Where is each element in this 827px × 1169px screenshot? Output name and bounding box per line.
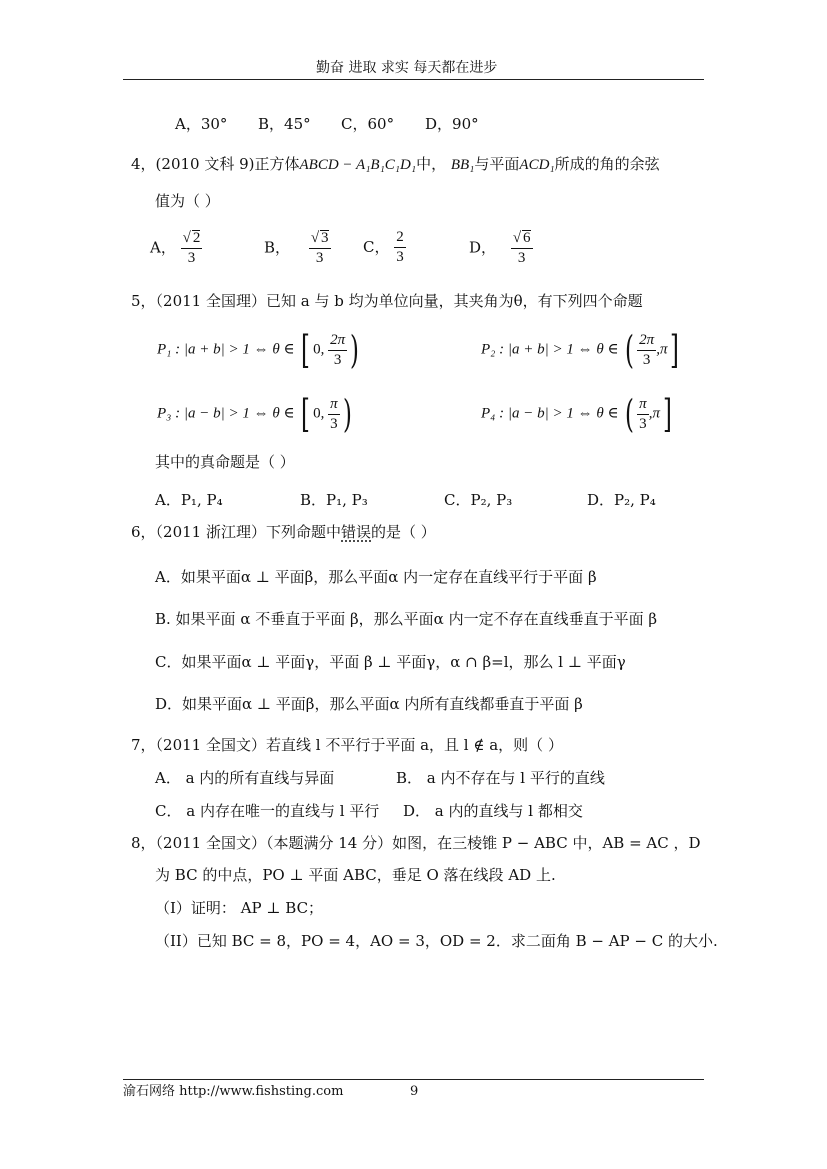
q4-source: (2010 文科 9)正方体 — [155, 155, 300, 173]
q5-p1-text: P₁ : |a + b| > 1 ⇔ θ ∈ — [157, 341, 295, 358]
q6-stem-a: 6，（2011 浙江理）下列命题中 — [131, 523, 341, 541]
q5-p3-frac: $\frac{\pi}{3}$ — [330, 395, 338, 432]
q5-option-b: B．P₁, P₃ — [300, 491, 368, 509]
q3-option-b: B，45° — [258, 115, 311, 133]
q5-p1-frac: $\frac{2\pi}{3}$ — [330, 331, 346, 368]
q4-option-c-label: C， — [363, 238, 390, 256]
q6-option-b: B. 如果平面 α 不垂直于平面 β，那么平面α 内一定不存在直线垂直于平面 β — [155, 610, 658, 628]
q5-p4-text: P₄ : |a − b| > 1 ⇔ θ ∈ — [481, 405, 619, 422]
q8-part1: （I）证明： AP ⊥ BC； — [155, 899, 324, 917]
q4-option-d-num: 6 — [523, 230, 531, 246]
q3-option-a: A，30° — [175, 115, 228, 133]
q6-stem-c: 的是（ ） — [371, 523, 436, 541]
q4-stem — [131, 157, 660, 173]
header-rule — [123, 79, 704, 80]
q4-option-d — [469, 230, 533, 266]
q5-p2: P₂ : |a + b| > 1 ⇔ θ ∈ ( $\frac{2\pi}{3}$ ,π] — [481, 328, 680, 372]
q4-option-a-fraction: $\frac{√ 2}{3}$ — [182, 230, 201, 266]
q4-cube: ABCD − A₁B₁C₁D₁ — [299, 157, 417, 173]
q5-option-a: A．P₁, P₄ — [155, 491, 223, 509]
q6-option-a: A．如果平面α ⊥ 平面β，那么平面α 内一定存在直线平行于平面 β — [155, 568, 597, 586]
q4-option-b-num: 3 — [321, 230, 329, 246]
q4-option-a-num: 2 — [192, 230, 201, 246]
q6-option-d: D．如果平面α ⊥ 平面β，那么平面α 内所有直线都垂直于平面 β — [155, 695, 583, 713]
q5-option-d: D．P₂, P₄ — [587, 491, 656, 509]
q8-part2: （II）已知 BC = 8，PO = 4，AO = 3，OD = 2．求二面角 B − AP − C 的大小. — [155, 932, 718, 950]
q3-option-c: C，60° — [341, 115, 395, 133]
q5-p3: P₃ : |a − b| > 1 ⇔ θ ∈ [ 0, $\frac{\pi}{3}$ ) — [157, 392, 352, 436]
q6-stem — [131, 525, 436, 540]
q4-option-c-den: 3 — [396, 249, 404, 265]
footer-site: 渝石网络 http://www.fishsting.com — [123, 1084, 344, 1099]
q5-stem: 5，（2011 全国理）已知 a 与 b 均为单位向量，其夹角为θ，有下列四个命题 — [131, 292, 643, 310]
header-motto: 勤奋 进取 求实 每天都在进步 — [316, 60, 498, 76]
q4-option-b-fraction: $\frac{√ 3}{3}$ — [310, 230, 329, 266]
q7-option-a: A． a 内的所有直线与异面 — [155, 769, 335, 787]
q4-text2: 与平面 — [474, 155, 520, 173]
q4-option-a — [150, 230, 202, 266]
q4-text3: 所成的角的余弦 — [554, 155, 660, 173]
q5-p1: P₁ : |a + b| > 1 ⇔ θ ∈ [ 0, $\frac{2\pi}{3}$ ) — [157, 328, 360, 372]
q4-mid: 中， — [416, 155, 447, 173]
q3-option-d: D，90° — [425, 115, 479, 133]
q4-option-d-fraction: $\frac{√ 6}{3}$ — [512, 230, 531, 266]
q5-question: 其中的真命题是（ ） — [155, 453, 295, 471]
q4-option-c-fraction — [394, 230, 406, 265]
q4-option-c-num: 2 — [394, 230, 406, 248]
q6-option-c: C．如果平面α ⊥ 平面γ，平面 β ⊥ 平面γ，α ∩ β=l，那么 l ⊥ 平面γ — [155, 653, 626, 671]
q4-line2: 值为（ ） — [155, 192, 220, 210]
q4-option-b-label: B， — [264, 238, 291, 257]
q5-p2-text: P₂ : |a + b| > 1 ⇔ θ ∈ — [481, 341, 619, 358]
q4-option-c — [363, 230, 406, 265]
q4-option-d-den: 3 — [517, 250, 526, 266]
q5-p4-frac: $\frac{\pi}{3}$ — [639, 395, 647, 432]
q4-acd1: ACD₁ — [519, 157, 555, 173]
q7-option-c: C． a 内存在唯一的直线与 l 平行 — [155, 802, 380, 820]
footer-rule — [123, 1079, 704, 1080]
q8-line1: 8，（2011 全国文）（本题满分 14 分）如图，在三棱锥 P − ABC 中，AB = AC ，D — [131, 834, 701, 852]
q5-p4: P₄ : |a − b| > 1 ⇔ θ ∈ ( $\frac{\pi}{3}$ ,π] — [481, 392, 672, 436]
q7-option-b: B． a 内不存在与 l 平行的直线 — [396, 769, 605, 787]
q4-number: 4， — [131, 155, 156, 173]
q5-option-c: C．P₂, P₃ — [444, 491, 513, 509]
q8-line2: 为 BC 的中点，PO ⊥ 平面 ABC，垂足 O 落在线段 AD 上. — [155, 866, 556, 884]
q4-option-b-den: 3 — [315, 250, 324, 266]
q7-stem: 7，（2011 全国文）若直线 l 不平行于平面 a，且 l ∉ a，则（ ） — [131, 736, 563, 754]
q4-option-a-label: A， — [150, 238, 176, 257]
q4-option-a-den: 3 — [187, 250, 196, 266]
q6-stem-emphasis: 错误 — [341, 523, 372, 541]
footer-page-number: 9 — [410, 1084, 419, 1099]
q4-option-d-label: D， — [469, 238, 497, 257]
q5-p3-text: P₃ : |a − b| > 1 ⇔ θ ∈ — [157, 405, 295, 422]
q4-bb1: BB₁ — [450, 157, 475, 173]
q7-option-d: D． a 内的直线与 l 都相交 — [403, 802, 583, 820]
q4-option-b — [264, 230, 331, 266]
q5-p2-frac: $\frac{2\pi}{3}$ — [639, 331, 655, 368]
